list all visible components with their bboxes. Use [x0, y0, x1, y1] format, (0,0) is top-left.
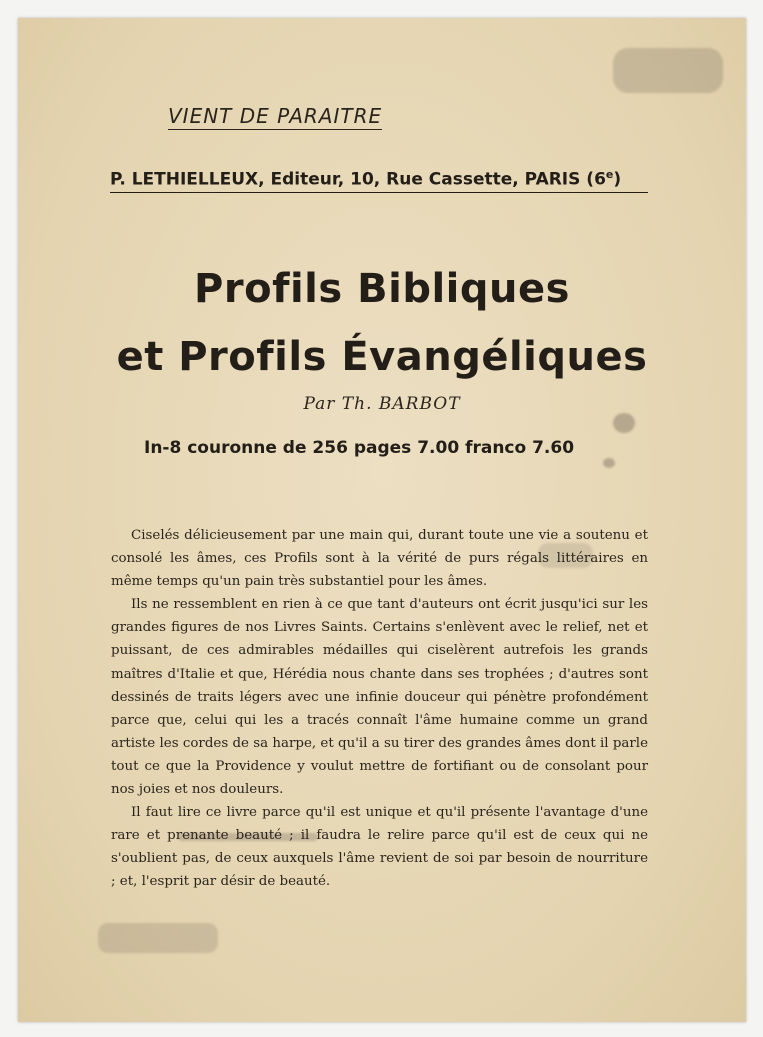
- publisher-text: P. LETHIELLEUX, Editeur, 10, Rue Cassette, PARIS (6: [110, 169, 606, 190]
- publisher-line: [110, 168, 648, 193]
- body-text: [111, 524, 648, 894]
- publisher-superscript: e: [605, 168, 614, 181]
- body-paragraph: Ils ne ressemblent en rien à ce que tant d'auteurs ont écrit jusqu'ici sur les grandes figures de nos Livres Saints. Certains s'enlèvent avec le relief, net et puissant, de ces admirables médailles qui ciselèrent autrefois les grands maîtres d'Italie et que, Hérédia nous chante dans ses trophées ; d'autres sont dessinés de traits légers avec une infinie douceur qui pénètre profondément parce que, celui qui les a tracés connaît l'âme humaine comme un grand artiste les cordes de sa harpe, et qu'il a su tirer des grandes âmes dont il parle tout ce que la Providence y voulut mettre de fortifiant ou de consolant pour nos joies et nos douleurs.: [111, 597, 648, 798]
- book-title-line2: et Profils Évangéliques: [116, 334, 648, 380]
- book-author: Par Th. BARBOT: [303, 394, 461, 414]
- ink-stain: [613, 413, 635, 433]
- printed-flyer: [18, 18, 746, 1022]
- ink-stain: [603, 458, 615, 468]
- ink-stain: [613, 48, 723, 93]
- ink-stain: [98, 923, 218, 953]
- body-paragraph: Il faut lire ce livre parce qu'il est unique et qu'il présente l'avantage d'une rare et prenante beauté ; il faudra le relire parce qu'il est de ceux qui ne s'oublient pas, de ceux auxquels l'âme revient de soi par besoin de nourriture ; et, l'esprit par désir de beauté.: [111, 805, 648, 890]
- announcement-heading: VIENT DE PARAITRE: [168, 104, 383, 128]
- body-paragraph: Ciselés délicieusement par une main qui, durant toute une vie a soutenu et consolé les âmes, ces Profils sont à la vérité de purs régals littéraires en même temps qu'un pain très substantiel pour les âmes.: [111, 528, 648, 590]
- publisher-close: ): [613, 169, 622, 190]
- book-title-line1: Profils Bibliques: [194, 266, 570, 312]
- book-specs: In-8 couronne de 256 pages 7.00 franco 7.60: [144, 438, 575, 458]
